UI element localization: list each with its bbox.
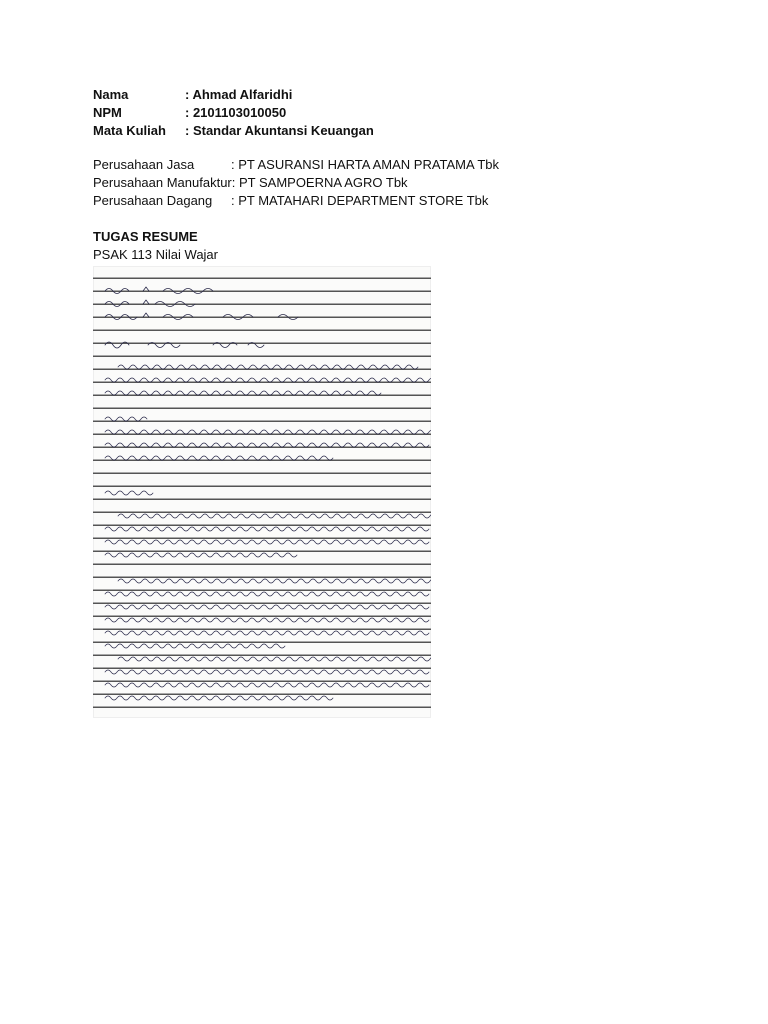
nama-row [93,86,374,104]
perusahaan-jasa-label: Perusahaan Jasa [93,157,195,172]
nama-label: Nama [93,87,129,102]
perusahaan-manufaktur-value: : PT SAMPOERNA AGRO Tbk [231,175,408,190]
assignment-subtitle: PSAK 113 Nilai Wajar [93,247,218,262]
perusahaan-jasa-value: : PT ASURANSI HARTA AMAN PRATAMA Tbk [231,157,500,172]
perusahaan-manufaktur-label: Perusahaan Manufaktur [93,175,232,190]
mata-kuliah-row [93,122,374,140]
perusahaan-dagang-value: : PT MATAHARI DEPARTMENT STORE Tbk [231,193,489,208]
handwriting-strokes [93,266,431,718]
handwritten-notes-scan [93,266,431,718]
assignment-heading [93,228,218,264]
perusahaan-dagang-row [93,192,499,210]
assignment-title: TUGAS RESUME [93,229,198,244]
student-identity [93,86,374,140]
npm-label: NPM [93,105,122,120]
npm-value: : 2101103010050 [185,105,287,120]
mata-kuliah-value: : Standar Akuntansi Keuangan [185,123,374,138]
npm-row [93,104,374,122]
perusahaan-manufaktur-row [93,174,499,192]
company-list [93,156,499,210]
perusahaan-jasa-row [93,156,499,174]
mata-kuliah-label: Mata Kuliah [93,123,166,138]
nama-value: : Ahmad Alfaridhi [185,87,293,102]
perusahaan-dagang-label: Perusahaan Dagang [93,193,213,208]
